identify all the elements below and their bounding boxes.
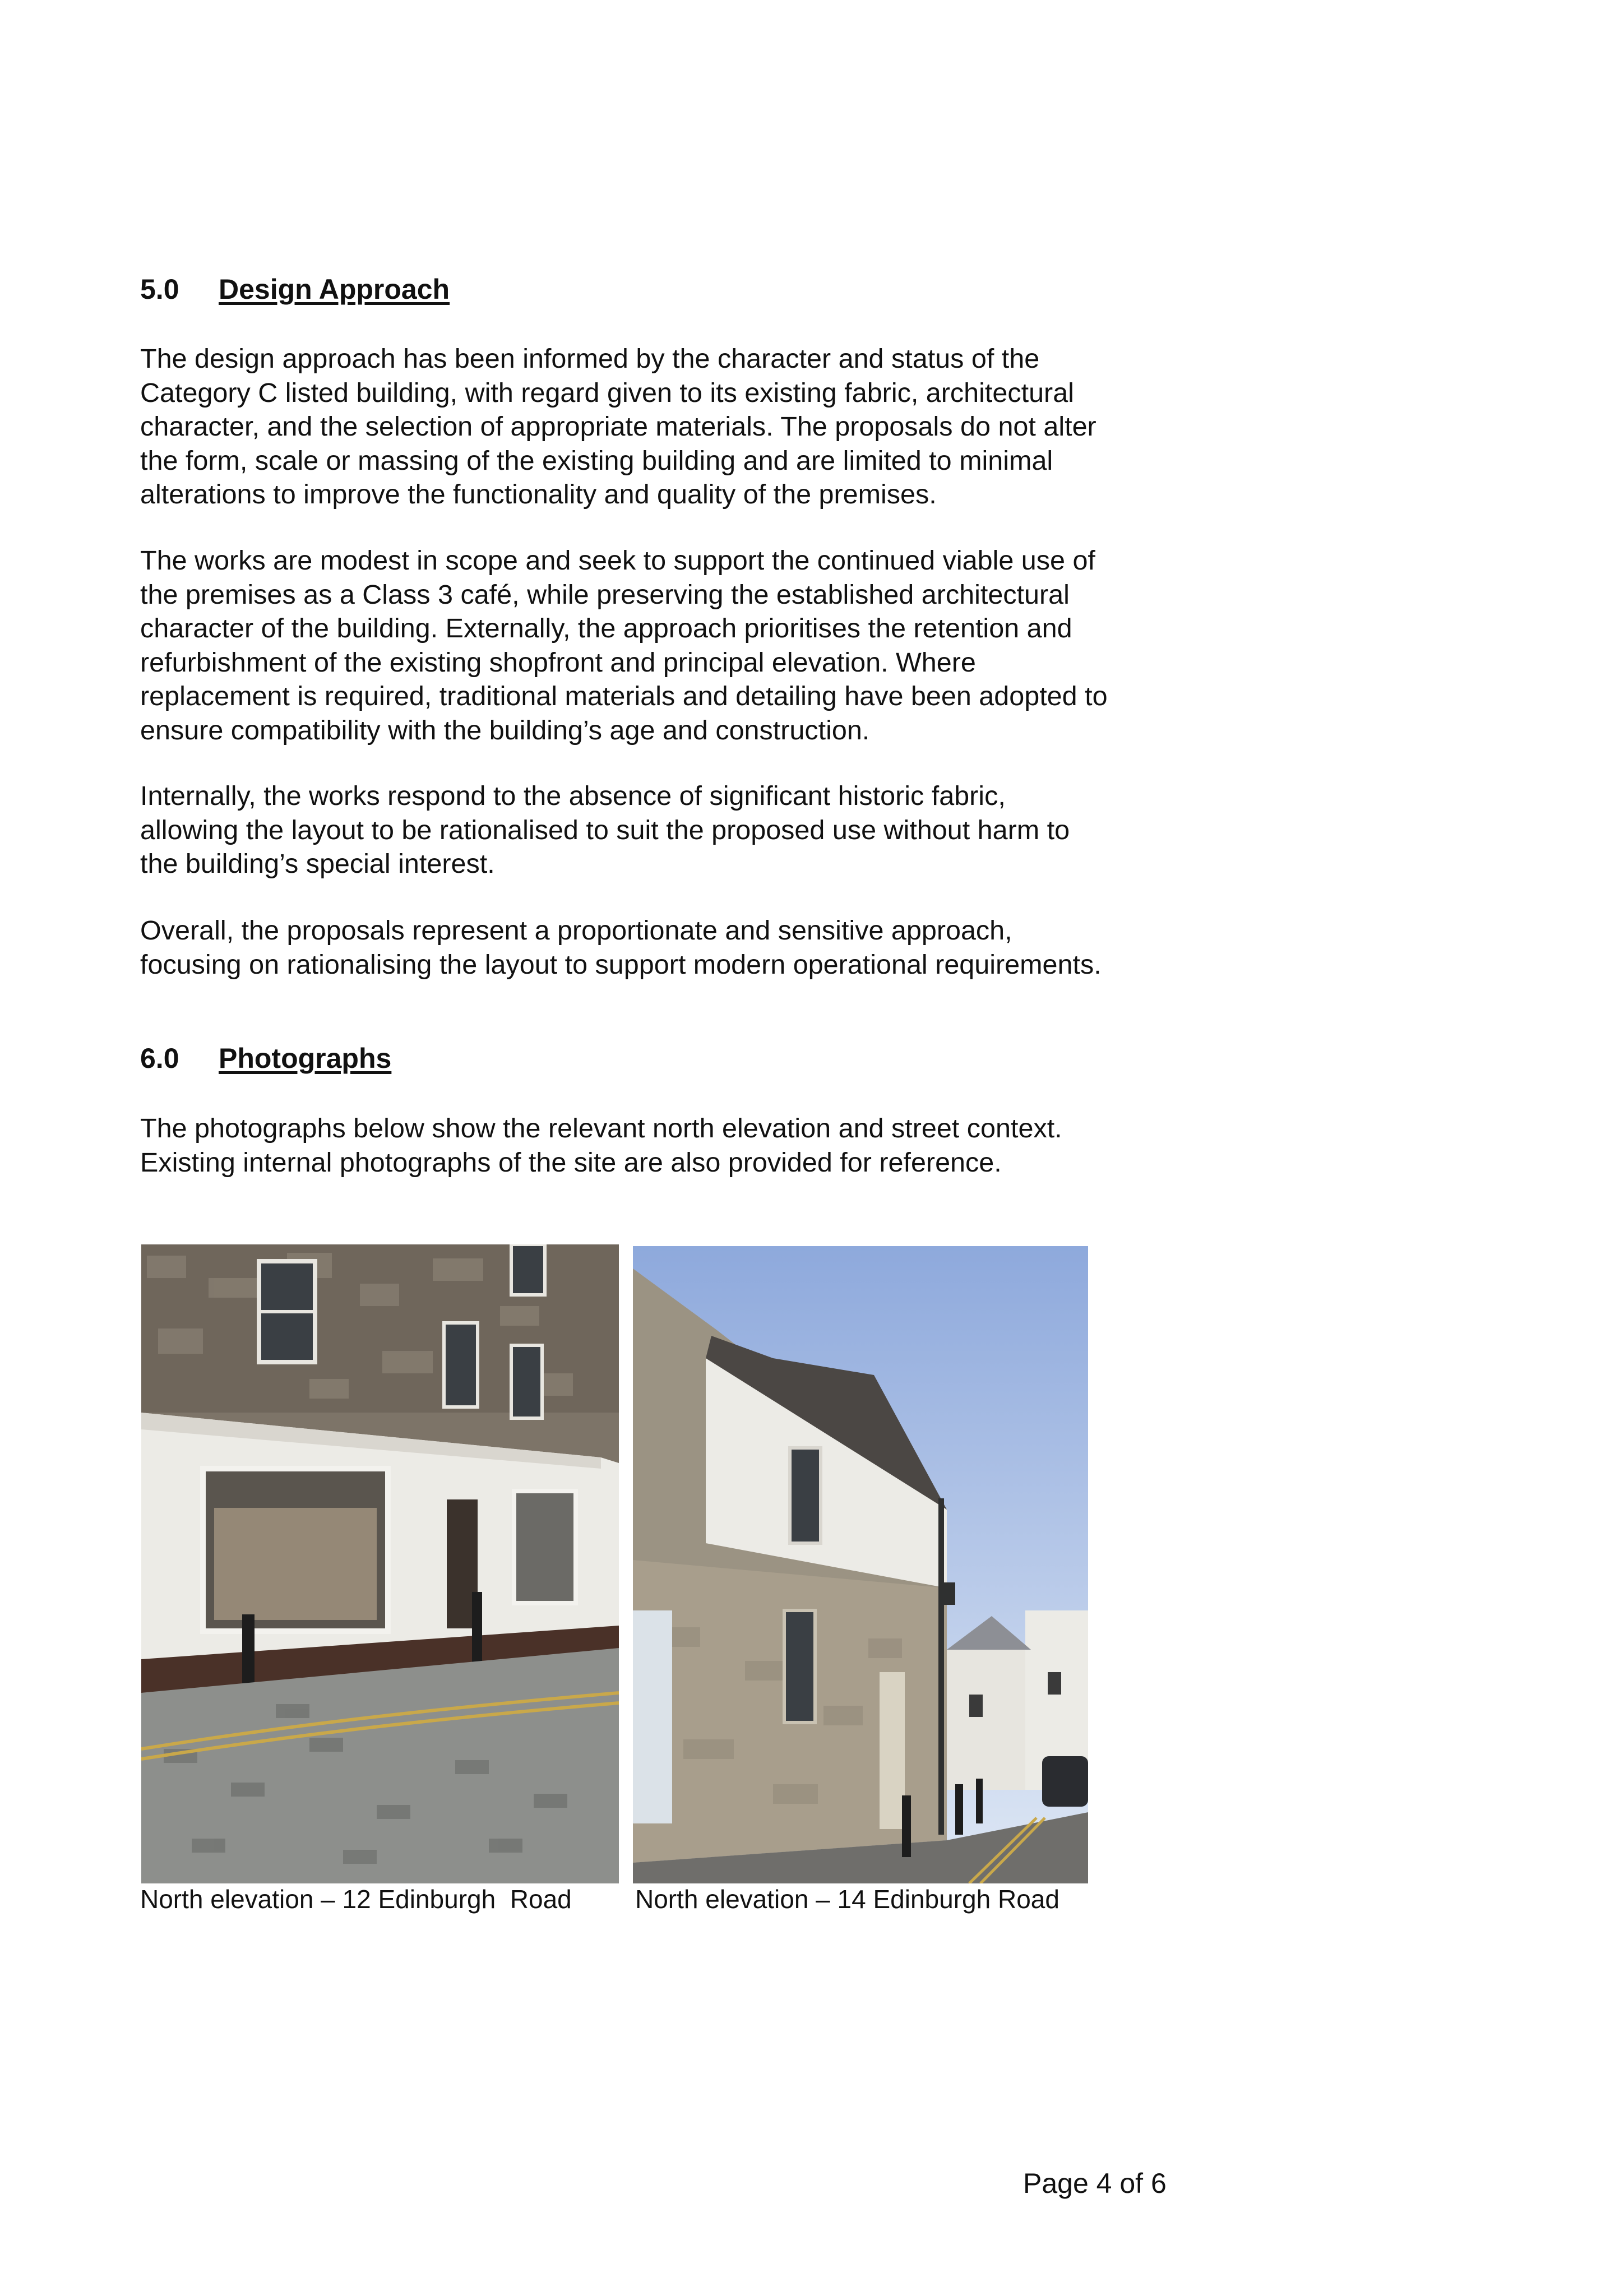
text-line: the building’s special interest. bbox=[140, 849, 495, 879]
text-line: Overall, the proposals represent a proportionate and sensitive approach, bbox=[140, 915, 1012, 946]
text-line: the form, scale or massing of the existing building and are limited to minimal bbox=[140, 445, 1053, 476]
paragraph-design-intro bbox=[140, 342, 1205, 512]
text-line: alterations to improve the functionality and quality of the premises. bbox=[140, 479, 937, 510]
text-line: Internally, the works respond to the absence of significant historic fabric, bbox=[140, 781, 1006, 811]
section-number: 6.0 bbox=[140, 1043, 179, 1074]
paragraph-works-scope bbox=[140, 544, 1205, 747]
text-line: character of the building. Externally, the approach prioritises the retention and bbox=[140, 613, 1072, 644]
photo-north-elevation-12 bbox=[141, 1244, 619, 1883]
text-line: The design approach has been informed by the character and status of the bbox=[140, 344, 1040, 374]
page-number: Page 4 of 6 bbox=[1023, 2168, 1167, 2199]
text-line: The photographs below show the relevant north elevation and street context. bbox=[140, 1113, 1062, 1144]
section-title: Photographs bbox=[219, 1043, 392, 1074]
text-line: Existing internal photographs of the site are also provided for reference. bbox=[140, 1147, 1002, 1178]
photo-caption-14: North elevation – 14 Edinburgh Road bbox=[635, 1885, 1059, 1914]
text-line: Category C listed building, with regard given to its existing fabric, architectural bbox=[140, 377, 1074, 408]
text-line: replacement is required, traditional materials and detailing have been adopted to bbox=[140, 681, 1108, 711]
section-number: 5.0 bbox=[140, 274, 179, 305]
paragraph-photographs-intro bbox=[140, 1112, 1205, 1179]
photo-caption-12: North elevation – 12 Edinburgh Road bbox=[140, 1885, 572, 1914]
text-line: character, and the selection of appropriate materials. The proposals do not alter bbox=[140, 411, 1096, 442]
paragraph-overall bbox=[140, 914, 1205, 982]
photo-north-elevation-14 bbox=[633, 1246, 1088, 1883]
section-title: Design Approach bbox=[219, 274, 450, 305]
section-heading-photographs bbox=[140, 1041, 391, 1075]
text-line: The works are modest in scope and seek to support the continued viable use of bbox=[140, 545, 1095, 576]
text-line: allowing the layout to be rationalised to suit the proposed use without harm to bbox=[140, 814, 1070, 845]
text-line: refurbishment of the existing shopfront and principal elevation. Where bbox=[140, 647, 976, 678]
text-line: ensure compatibility with the building’s age and construction. bbox=[140, 715, 870, 746]
text-line: focusing on rationalising the layout to support modern operational requirements. bbox=[140, 949, 1102, 980]
text-line: the premises as a Class 3 café, while preserving the established architectural bbox=[140, 579, 1070, 610]
section-heading-design-approach bbox=[140, 272, 450, 306]
paragraph-internal-works bbox=[140, 779, 1205, 881]
